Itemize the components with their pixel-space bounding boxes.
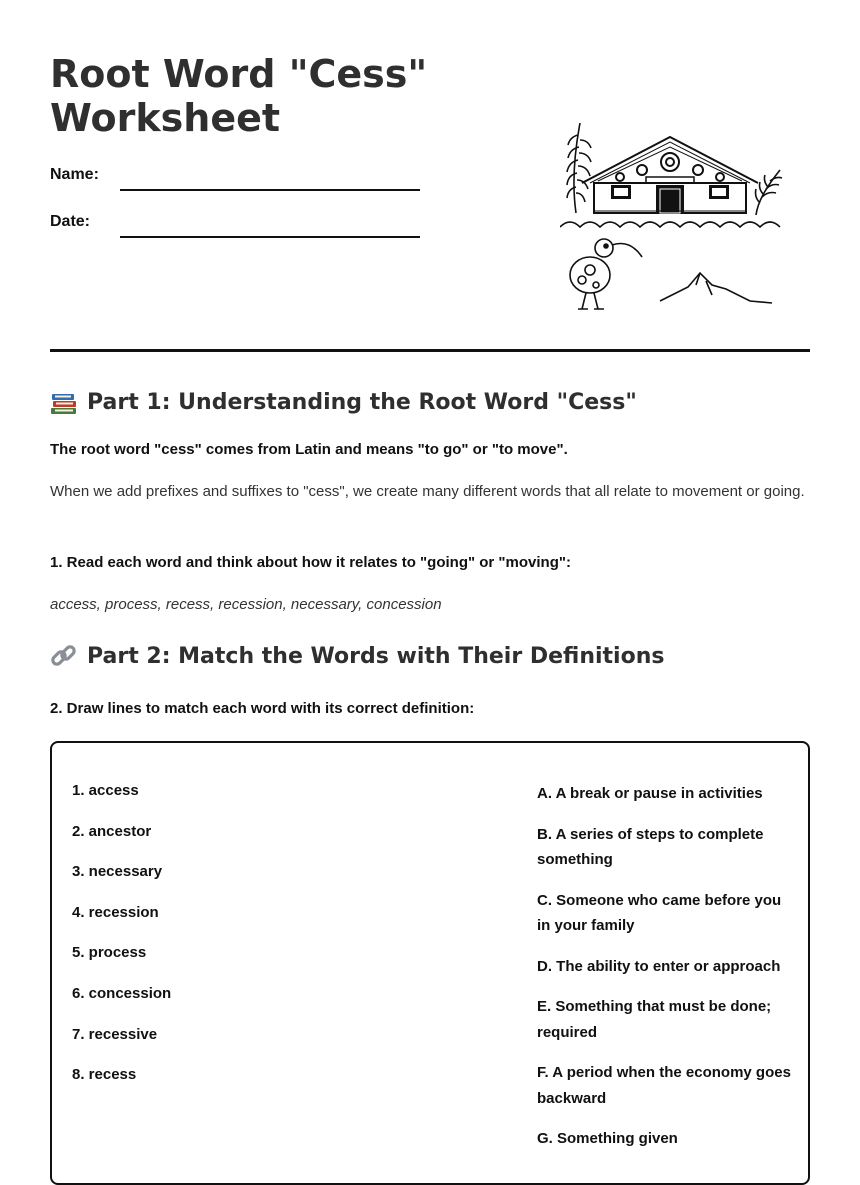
- part1-heading-text: Part 1: Understanding the Root Word "Cess": [87, 389, 637, 415]
- match-word[interactable]: 7. recessive: [72, 1025, 158, 1043]
- page-title: Root Word "Cess" Worksheet: [50, 52, 428, 140]
- part2-instruction: 2. Draw lines to match each word with its correct definition:: [50, 700, 475, 717]
- match-word[interactable]: 8. recess: [72, 1066, 137, 1084]
- match-definition[interactable]: B. A series of steps to complete something: [537, 825, 764, 868]
- worksheet-page: [50, 0, 810, 1147]
- match-definition[interactable]: E. Something that must be done; required: [537, 998, 772, 1041]
- date-field[interactable]: [50, 213, 420, 243]
- match-word[interactable]: 1. access: [72, 782, 139, 799]
- match-definition[interactable]: A. A break or pause in activities: [537, 785, 763, 802]
- match-definition[interactable]: D. The ability to enter or approach: [537, 957, 781, 975]
- name-label: Name:: [50, 166, 99, 183]
- word-column: [72, 781, 372, 1106]
- link-icon: [50, 643, 78, 669]
- match-word[interactable]: 5. process: [72, 944, 147, 962]
- date-write-line[interactable]: [120, 236, 420, 238]
- name-field[interactable]: [50, 166, 420, 196]
- match-word[interactable]: 2. ancestor: [72, 822, 152, 840]
- match-word[interactable]: 3. necessary: [72, 863, 163, 881]
- part2-heading: [50, 643, 664, 669]
- date-label: Date:: [50, 213, 91, 230]
- match-word[interactable]: 4. recession: [72, 903, 159, 921]
- match-definition[interactable]: G. Something given: [537, 1130, 678, 1147]
- header-divider: [50, 349, 810, 352]
- match-definition[interactable]: F. A period when the economy goes backward: [537, 1064, 791, 1107]
- matching-box: [50, 741, 810, 1185]
- match-definition[interactable]: C. Someone who came before you in your family: [537, 891, 782, 934]
- definition-column: [537, 781, 792, 1167]
- maori-meeting-house-bird-mountain-illustration: [560, 115, 790, 315]
- word-list: access, process, recess, recession, necessary, concession: [50, 596, 442, 613]
- root-explanation: When we add prefixes and suffixes to "cess", we create many different words that all relate to movement or going.: [50, 483, 805, 500]
- part2-heading-text: Part 2: Match the Words with Their Definitions: [87, 643, 665, 669]
- part1-heading: [50, 389, 637, 415]
- match-word[interactable]: 6. concession: [72, 984, 172, 1002]
- worksheet-header: [50, 0, 810, 352]
- books-icon: [50, 389, 78, 415]
- name-write-line[interactable]: [120, 189, 420, 191]
- part1-instruction: 1. Read each word and think about how it relates to "going" or "moving":: [50, 554, 571, 571]
- root-definition: The root word "cess" comes from Latin and means "to go" or "to move".: [50, 441, 568, 458]
